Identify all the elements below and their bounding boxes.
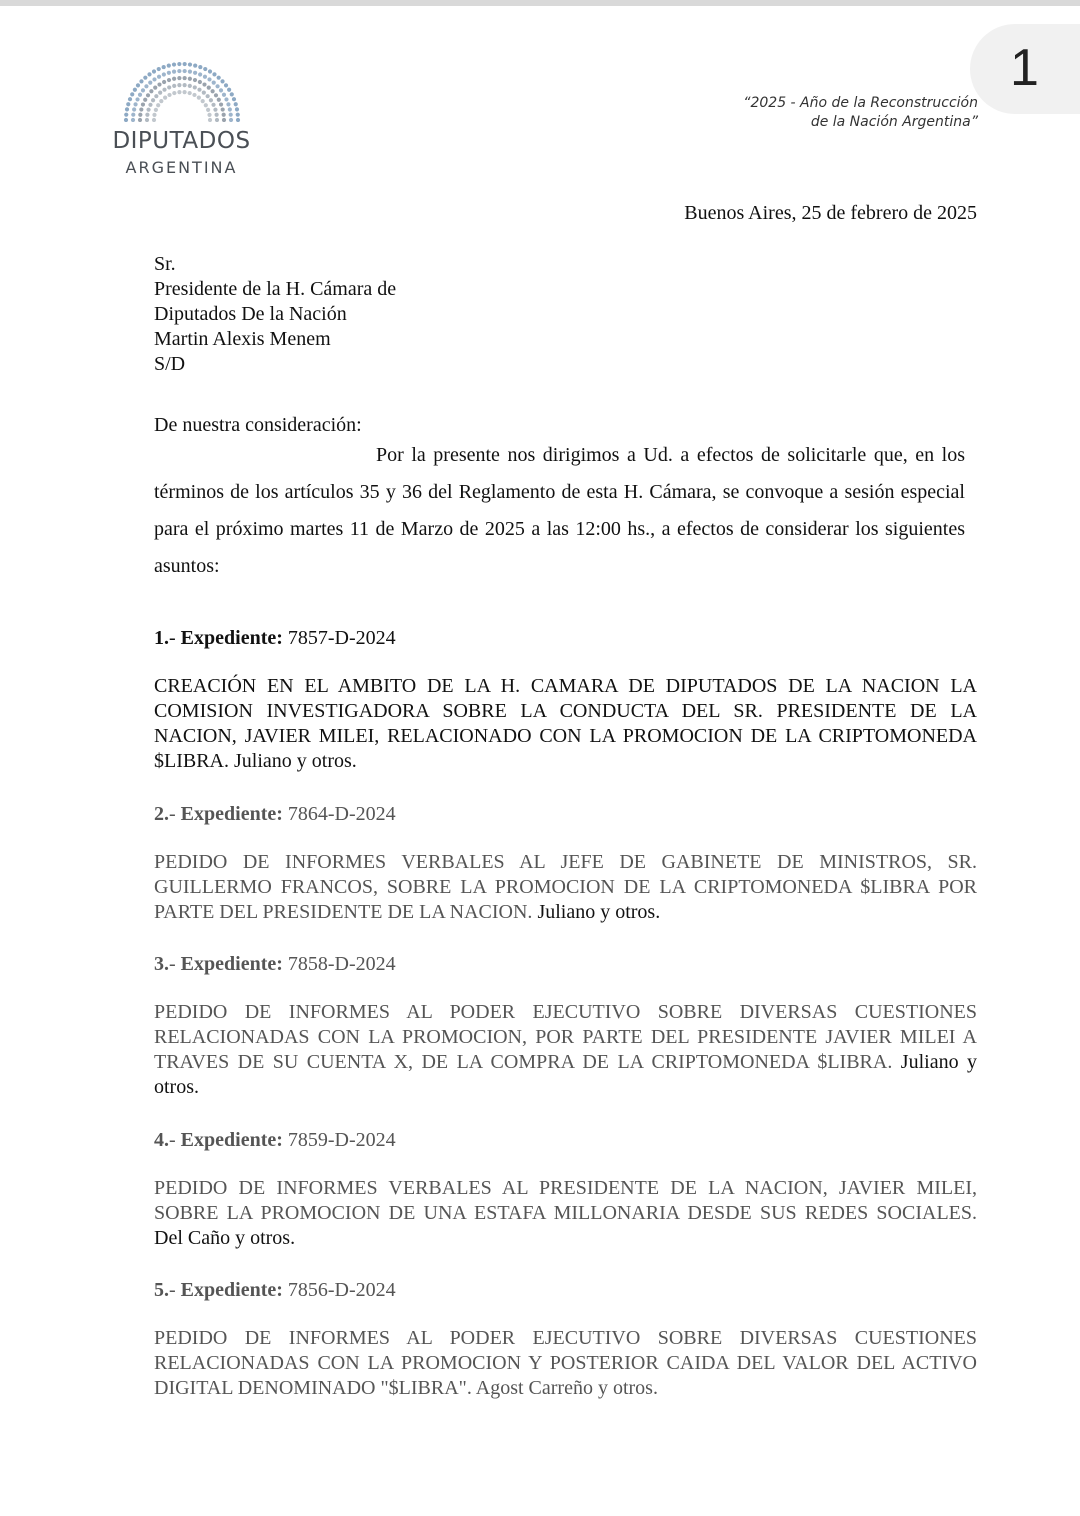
item-description	[154, 674, 977, 774]
agenda-item-3	[154, 953, 977, 1100]
logo-name: DIPUTADOS	[112, 128, 251, 154]
item-title: PEDIDO DE INFORMES AL PODER EJECUTIVO SOBRE DIVERSAS CUESTIONES RELACIONADAS CON LA PROMOCION, POR PARTE DEL PRESIDENTE JAVIER MILEI A TRAVES DE SU CUENTA X, DE LA COMPRA DE LA CRIPTOMONEDA $LIBRA.	[154, 1001, 977, 1073]
addressee-block	[154, 252, 396, 377]
item-label: Expediente:	[180, 953, 283, 975]
item-code: 7858-D-2024	[287, 953, 396, 975]
item-authors: Juliano y otros.	[234, 750, 357, 772]
logo-country: ARGENTINA	[125, 158, 238, 177]
item-title: PEDIDO DE INFORMES VERBALES AL JEFE DE GABINETE DE MINISTROS, SR. GUILLERMO FRANCOS, SOBRE LA PROMOCION DE LA CRIPTOMONEDA $LIBRA POR PARTE DEL PRESIDENTE DE LA NACION.	[154, 851, 977, 923]
item-label: Expediente:	[180, 1129, 283, 1151]
page-number: 1	[1010, 39, 1039, 97]
item-number: 2.	[154, 803, 169, 825]
agenda-item-2	[154, 803, 977, 925]
addressee-line: S/D	[154, 353, 186, 375]
item-header: 4.- Expediente: 7859-D-2024	[154, 1129, 396, 1151]
item-description	[154, 1326, 977, 1401]
item-code: 7856-D-2024	[287, 1279, 396, 1301]
addressee-line: Presidente de la H. Cámara de	[154, 278, 397, 300]
motto-line: de la Nación Argentina”	[810, 114, 978, 130]
letter-body	[154, 437, 965, 585]
item-description	[154, 850, 977, 925]
item-header: 5.- Expediente: 7856-D-2024	[154, 1279, 396, 1301]
item-number: 3.	[154, 953, 169, 975]
item-title: PEDIDO DE INFORMES VERBALES AL PRESIDENTE DE LA NACION, JAVIER MILEI, SOBRE LA PROMOCION DE UNA ESTAFA MILLONARIA DESDE SUS REDES SOCIALES.	[154, 1177, 977, 1224]
agenda-item-4	[154, 1129, 977, 1251]
greeting: De nuestra consideración:	[154, 414, 362, 436]
addressee-line: Diputados De la Nación	[154, 303, 347, 325]
agenda-item-5	[154, 1279, 977, 1401]
item-code: 7857-D-2024	[287, 627, 396, 649]
motto-line: “2025 - Año de la Reconstrucción	[743, 95, 978, 111]
item-code: 7864-D-2024	[287, 803, 396, 825]
item-number: 5.	[154, 1279, 169, 1301]
item-code: 7859-D-2024	[287, 1129, 396, 1151]
item-authors: Juliano y otros.	[154, 1051, 978, 1098]
item-label: Expediente:	[180, 803, 283, 825]
page-number-badge	[970, 24, 1080, 114]
item-description	[154, 1000, 977, 1100]
addressee-line: Sr.	[154, 253, 176, 275]
letter-body-text: Por la presente nos dirigimos a Ud. a efectos de solicitarle que, en los términos de los artículos 35 y 36 del Reglamento de esta H. Cámara, se convoque a sesión especial para el próximo martes 11 de Marzo de 2025 a las 12:00 hs., a efectos de considerar los siguientes asuntos:	[154, 444, 965, 577]
item-title: PEDIDO DE INFORMES AL PODER EJECUTIVO SOBRE DIVERSAS CUESTIONES RELACIONADAS CON LA PROMOCION Y POSTERIOR CAIDA DEL VALOR DEL ACTIVO DIGITAL DENOMINADO "$LIBRA".	[154, 1327, 977, 1399]
item-label: Expediente:	[180, 1279, 283, 1301]
letter-date: Buenos Aires, 25 de febrero de 2025	[684, 202, 977, 224]
hemicycle-dots-icon	[120, 58, 244, 122]
item-title: CREACIÓN EN EL AMBITO DE LA H. CAMARA DE DIPUTADOS DE LA NACION LA COMISION INVESTIGADORA SOBRE LA CONDUCTA DEL SR. PRESIDENTE DE LA NACION, JAVIER MILEI, RELACIONADO CON LA PROMOCION DE LA CRIPTOMONEDA $LIBRA.	[154, 675, 977, 772]
item-number: 4.	[154, 1129, 169, 1151]
item-description	[154, 1176, 977, 1251]
diputados-logo	[100, 58, 260, 183]
item-header: 3.- Expediente: 7858-D-2024	[154, 953, 396, 975]
item-label: Expediente:	[180, 627, 283, 649]
addressee-line: Martin Alexis Menem	[154, 328, 331, 350]
item-header: 2.- Expediente: 7864-D-2024	[154, 803, 396, 825]
item-authors: Del Caño y otros.	[154, 1227, 296, 1249]
item-header: 1.- Expediente: 7857-D-2024	[154, 627, 396, 649]
top-divider	[0, 0, 1080, 6]
year-motto	[743, 94, 978, 132]
item-number: 1.	[154, 627, 169, 649]
agenda-item-1	[154, 627, 977, 774]
item-authors: Agost Carreño y otros.	[475, 1377, 658, 1399]
item-authors: Juliano y otros.	[537, 901, 661, 923]
